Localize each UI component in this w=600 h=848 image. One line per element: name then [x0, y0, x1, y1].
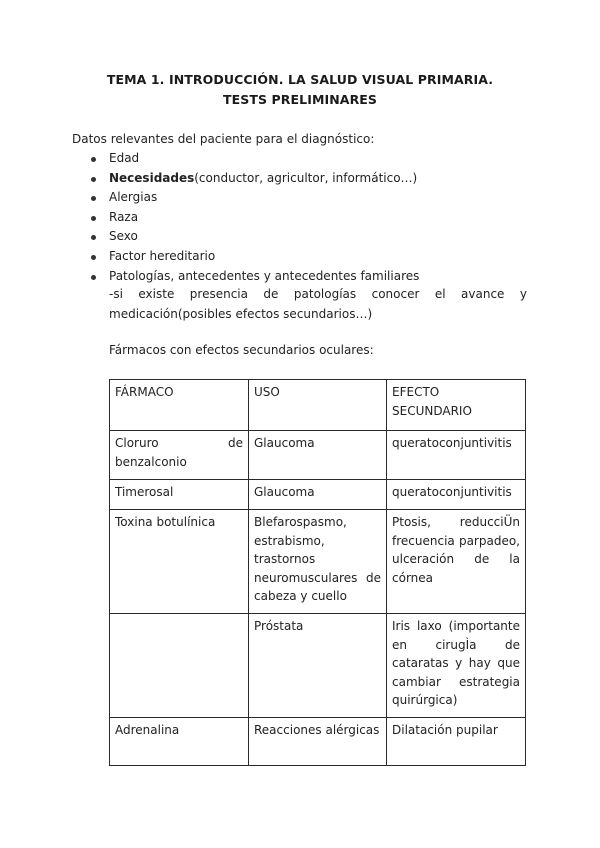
table-cell: Dilatación pupilar: [387, 718, 526, 766]
patient-data-list: [72, 149, 532, 286]
table-cell: [110, 614, 249, 718]
table-row: [110, 718, 526, 766]
intro-text: Datos relevantes del paciente para el diagnóstico:: [72, 132, 375, 146]
list-item: Necesidades(conductor, agricultor, informático…): [72, 169, 532, 189]
table-heading: Fármacos con efectos secundarios oculares:: [109, 343, 374, 357]
list-item: Alergias: [72, 188, 532, 208]
table-cell: Glaucoma: [249, 480, 387, 510]
table-row: [110, 480, 526, 510]
drug-table: [109, 379, 526, 766]
table-cell: queratoconjuntivitis: [387, 431, 526, 480]
table-cell: Adrenalina: [110, 718, 249, 766]
list-item: Sexo: [72, 227, 532, 247]
list-item: Raza: [72, 208, 532, 228]
list-item: Factor hereditario: [72, 247, 532, 267]
table-cell: Cloruro de benzalconio: [110, 431, 249, 480]
table-cell: Ptosis, reducciÜn frecuencia parpadeo, ulceración de la córnea: [387, 510, 526, 614]
table-cell: Glaucoma: [249, 431, 387, 480]
table-cell: Próstata: [249, 614, 387, 718]
column-header: EFECTO SECUNDARIO: [387, 380, 526, 431]
table-cell: Iris laxo (importante en cirugÌa de cataratas y hay que cambiar estrategia quirúrgica): [387, 614, 526, 718]
page-title: TEMA 1. INTRODUCCIÓN. LA SALUD VISUAL PRIMARIA. TESTS PRELIMINARES: [106, 72, 494, 107]
column-header: USO: [249, 380, 387, 431]
pathology-note: -si existe presencia de patologías conocer el avance y medicación(posibles efectos secundarios…): [109, 287, 527, 321]
table-cell: Reacciones alérgicas: [249, 718, 387, 766]
table-row: [110, 431, 526, 480]
list-item-bold: Necesidades: [109, 170, 195, 185]
table-header-row: [110, 380, 526, 431]
table-cell: queratoconjuntivitis: [387, 480, 526, 510]
list-item: Edad: [72, 149, 532, 169]
table-cell: Toxina botulínica: [110, 510, 249, 614]
table-row: [110, 614, 526, 718]
list-item: Patologías, antecedentes y antecedentes familiares: [72, 267, 532, 287]
table-cell: Blefarospasmo, estrabismo, trastornos neuromusculares de cabeza y cuello: [249, 510, 387, 614]
column-header: FÁRMACO: [110, 380, 249, 431]
table-cell: Timerosal: [110, 480, 249, 510]
table-row: [110, 510, 526, 614]
